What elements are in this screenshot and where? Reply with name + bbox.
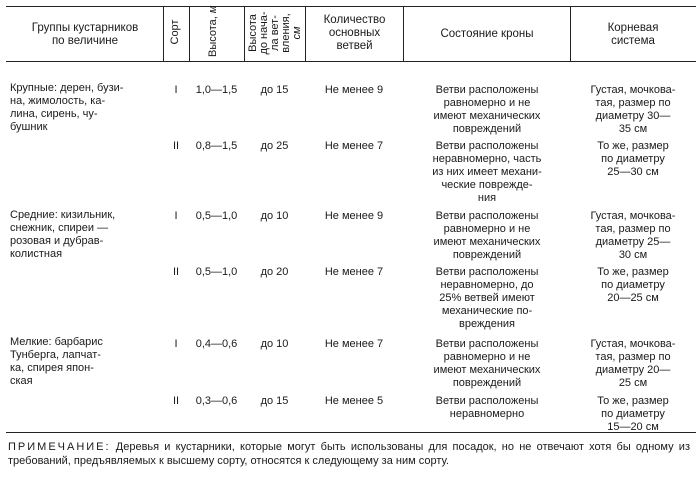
header-crown: Состояние кроны [440, 28, 534, 40]
row4-count: Не менее 7 [324, 266, 384, 278]
header-sort: Сорт [169, 19, 181, 45]
row4-crown: Ветви расположены неравномерно, до 25% ветвей имеют механические по- вреждения [435, 266, 539, 330]
row3-sort: I [174, 210, 178, 222]
header-height: Высота, м [207, 5, 219, 57]
row4-branch: до 20 [260, 266, 289, 278]
row5-height: 0,4—0,6 [195, 338, 238, 350]
row5-crown: Ветви расположены равномерно и не имеют механических повреждений [433, 338, 541, 389]
col-sep-5 [403, 6, 404, 61]
table-top-rule [6, 6, 696, 7]
row3-branch: до 10 [260, 210, 289, 222]
row1-count: Не менее 9 [324, 84, 384, 96]
row1-crown: Ветви расположены равномерно и не имеют механических повреждений [433, 84, 541, 135]
col-sep-1 [163, 6, 164, 61]
col-sep-4 [305, 6, 306, 61]
group-medium: Средние: кизильник, снежник, спиреи — розовая и дубрав- колистная [10, 209, 116, 260]
footnote-text: Деревья и кустарники, которые могут быть использованы для посадок, но не отвечают хотя бы одному из требований, предъявляемых к высшему сорту, относятся к следующему за ним сорту. [8, 441, 690, 467]
row5-branch: до 10 [260, 338, 289, 350]
header-main-branches: Количество основных ветвей [323, 14, 386, 52]
row4-height: 0,5—1,0 [195, 266, 238, 278]
footnote-label: ПРИМЕЧАНИЕ: [8, 441, 111, 453]
row2-root: То же, размер по диаметру 25—30 см [597, 140, 669, 178]
footnote [8, 440, 690, 468]
row1-branch: до 15 [260, 84, 289, 96]
row1-sort: I [174, 84, 178, 96]
row6-count: Не менее 5 [324, 395, 384, 407]
header-root: Корневая система [607, 22, 659, 47]
group-large: Крупные: дерен, бузи- на, жимолость, ка- лина, сирень, чу- бушник [10, 82, 124, 133]
row6-crown: Ветви расположены неравномерно [435, 395, 539, 420]
row3-height: 0,5—1,0 [195, 210, 238, 222]
table-header-rule [6, 61, 696, 62]
row6-branch: до 15 [260, 395, 289, 407]
row5-root: Густая, мочкова- тая, размер по диаметру 20— 25 см [590, 338, 676, 389]
row2-count: Не менее 7 [324, 140, 384, 152]
row1-height: 1,0—1,5 [195, 84, 238, 96]
row2-crown: Ветви расположены неравномерно, часть из них имеет механи- ческие поврежде- ния [432, 140, 542, 204]
row6-sort: II [172, 395, 180, 407]
row2-branch: до 25 [260, 140, 289, 152]
row5-count: Не менее 7 [324, 338, 384, 350]
row3-count: Не менее 9 [324, 210, 384, 222]
row1-root: Густая, мочкова- тая, размер по диаметру 30— 35 см [590, 84, 676, 135]
row3-root: Густая, мочкова- тая, размер по диаметру 25— 30 см [590, 210, 676, 261]
col-sep-6 [570, 6, 571, 61]
row3-crown: Ветви расположены равномерно и не имеют механических повреждений [433, 210, 541, 261]
row6-height: 0,3—0,6 [195, 395, 238, 407]
row2-sort: II [172, 140, 180, 152]
row6-root: То же, размер по диаметру 15—20 см [597, 395, 669, 433]
header-branch-height: Высота до нача- ла вет- вления, см [247, 11, 303, 55]
col-sep-3 [244, 6, 245, 61]
row4-root: То же, размер по диаметру 20—25 см [597, 266, 669, 304]
row5-sort: I [174, 338, 178, 350]
col-sep-2 [189, 6, 190, 61]
row4-sort: II [172, 266, 180, 278]
header-group: Группы кустарников по величине [31, 22, 139, 47]
row2-height: 0,8—1,5 [195, 140, 238, 152]
group-small: Мелкие: барбарис Тунберга, лапчат- ка, спирея япон- ская [10, 336, 103, 387]
